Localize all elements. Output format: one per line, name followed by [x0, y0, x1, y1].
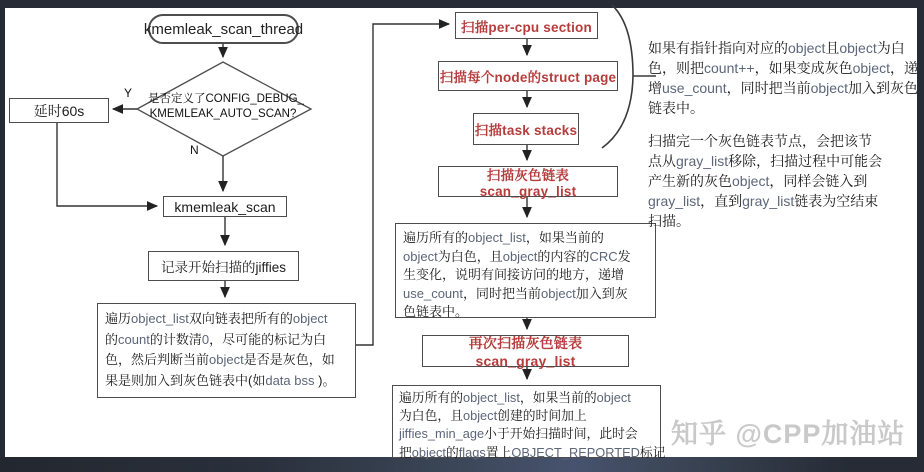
no-label: N [190, 143, 199, 157]
yes-label: Y [124, 86, 133, 100]
jiffies-box [148, 251, 299, 281]
delay-label: 延时60s [33, 102, 85, 119]
init-objects-box: 遍历object_list双向链表把所有的object 的count的计数清0，尽可能的标记为白 色，然后判断当前object是否是灰色，如 果是则加入到灰色链表中(如data bss )。 [97, 303, 356, 398]
step-scan-task-stacks-label: 扫描task stacks [474, 123, 578, 138]
kmemleak-scan-label: kmemleak_scan [174, 198, 276, 215]
delay-box [9, 98, 109, 123]
step-scan-percpu [455, 12, 598, 39]
jiffies-label: 记录开始扫描的jiffies [160, 260, 286, 275]
step-scan-task-stacks [473, 113, 579, 145]
kmemleak-scan-box [163, 196, 287, 217]
start-node-label: kmemleak_scan_thread [143, 20, 304, 38]
start-node [143, 14, 304, 44]
note-pointer-count: 如果有指针指向对应的object且object为白 色，则把count++，如果变成灰色object，递 增use_count，同时把当前object加入到灰色 链表中。 [648, 40, 918, 116]
decision-label: 是否定义了CONFIG_DEBUG_ KMEMLEAK_AUTO_SCAN? [148, 93, 304, 120]
step-scan-gray-list-label: 扫描灰色链表scan_gray_list [479, 168, 577, 199]
step-rescan-gray-list [422, 335, 629, 367]
step-scan-gray-list [438, 166, 618, 197]
step-scan-node-pages-label: 扫描每个node的struct page [439, 70, 617, 85]
step-rescan-gray-list-label: 再次扫描灰色链表scan_gray_list [468, 335, 583, 369]
crc-check-box: 遍历所有的object_list，如果当前的 object为白色，且object的内容的CRC发 生变化，说明有间接访问的地方，递增 use_count，同时把当前object加入到灰 色链表中。 [395, 223, 656, 318]
note-gray-list-scan: 扫描完一个灰色链表节点，会把该节 点从gray_list移除，扫描过程中可能会 产生新的灰色object，同样会链入到 gray_list，直到gray_list链表为空结束 扫描。 [648, 133, 883, 229]
step-scan-percpu-label: 扫描per-cpu section [461, 19, 592, 35]
watermark: 知乎 @CPP加油站 [671, 419, 906, 449]
report-box: 遍历所有的object_list，如果当前的object 为白色，且object创建的时间加上 jiffies_min_age小于开始扫描时间，此时会 把object的flags置上OBJECT_REPORTED标记 [392, 385, 661, 458]
step-scan-node-pages [438, 61, 618, 91]
